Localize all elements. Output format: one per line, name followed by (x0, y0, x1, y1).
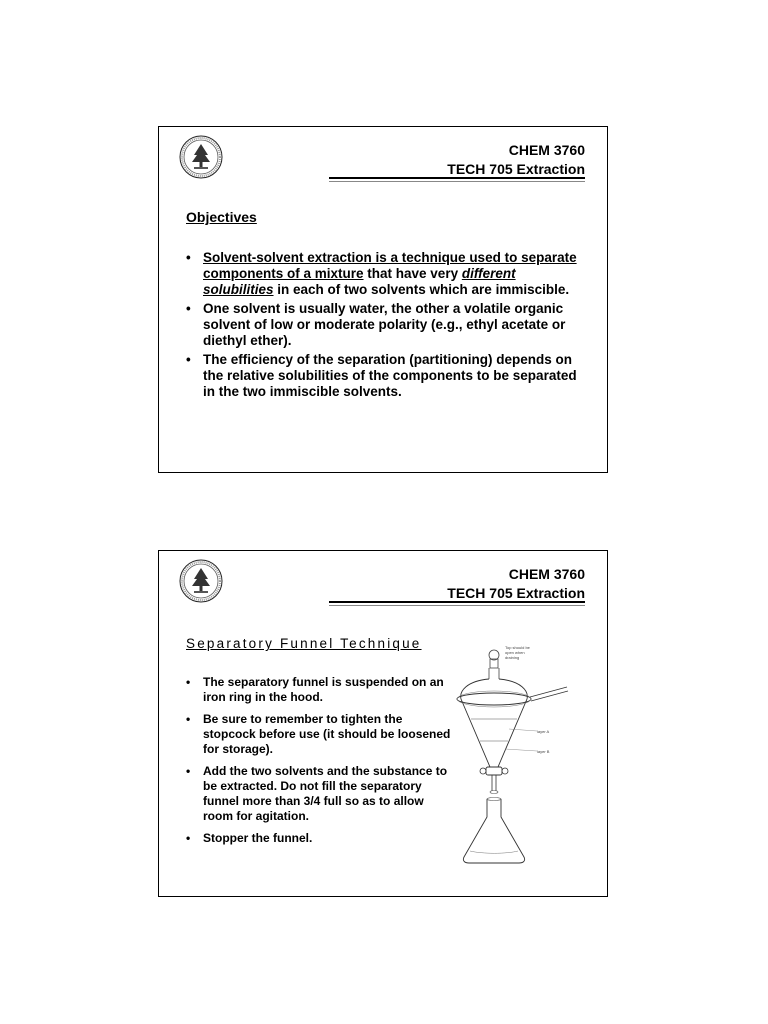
text-span: in each of two solvents which are immiscible. (273, 282, 570, 297)
objectives-list (186, 250, 584, 403)
list-item (186, 250, 584, 298)
separatory-funnel-diagram-icon (437, 639, 587, 869)
figure-label-top: Top should be (505, 645, 530, 650)
text-span: that have very (363, 266, 462, 281)
slide-header (447, 141, 585, 179)
module-title: TECH 705 Extraction (447, 585, 585, 601)
figure-label-top: open when (505, 650, 525, 655)
course-code: CHEM 3760 (508, 566, 585, 582)
header-divider (329, 601, 585, 603)
list-item: • Stopper the funnel. (186, 831, 456, 846)
list-item: • Be sure to remember to tighten the stopcock before use (it should be loosened for storage). (186, 712, 456, 757)
underlined-phrase: Solvent-solvent extraction is a technique used to separate components of a mixture (203, 250, 577, 281)
list-item: • The efficiency of the separation (partitioning) depends on the relative solubilities of the components to be separated in the two immiscible solvents. (186, 352, 584, 400)
header-divider-shadow (329, 605, 585, 606)
list-item: • One solvent is usually water, the other a volatile organic solvent of low or moderate polarity (e.g., ethyl acetate or diethyl ether). (186, 301, 584, 349)
slide-header (447, 565, 585, 603)
technique-list (186, 675, 456, 853)
emphasis-phrase: different solubilities (203, 266, 516, 297)
list-item: • Add the two solvents and the substance to be extracted. Do not fill the separatory funnel more than 3/4 full so as to allow room for agitation. (186, 764, 456, 824)
slide-objectives (158, 126, 608, 473)
module-title: TECH 705 Extraction (447, 161, 585, 177)
slide-separatory-funnel (158, 550, 608, 897)
course-code: CHEM 3760 (508, 142, 585, 158)
section-heading: Separatory Funnel Technique (186, 636, 422, 651)
figure-label-layer-b: layer B (537, 749, 550, 754)
list-item: • The separatory funnel is suspended on an iron ring in the hood. (186, 675, 456, 705)
section-heading: Objectives (186, 209, 257, 225)
university-seal-icon (179, 135, 223, 179)
header-divider-shadow (329, 181, 585, 182)
university-seal-icon (179, 559, 223, 603)
figure-label-layer-a: layer A (537, 729, 550, 734)
figure-label-top: draining (505, 655, 520, 660)
header-divider (329, 177, 585, 179)
